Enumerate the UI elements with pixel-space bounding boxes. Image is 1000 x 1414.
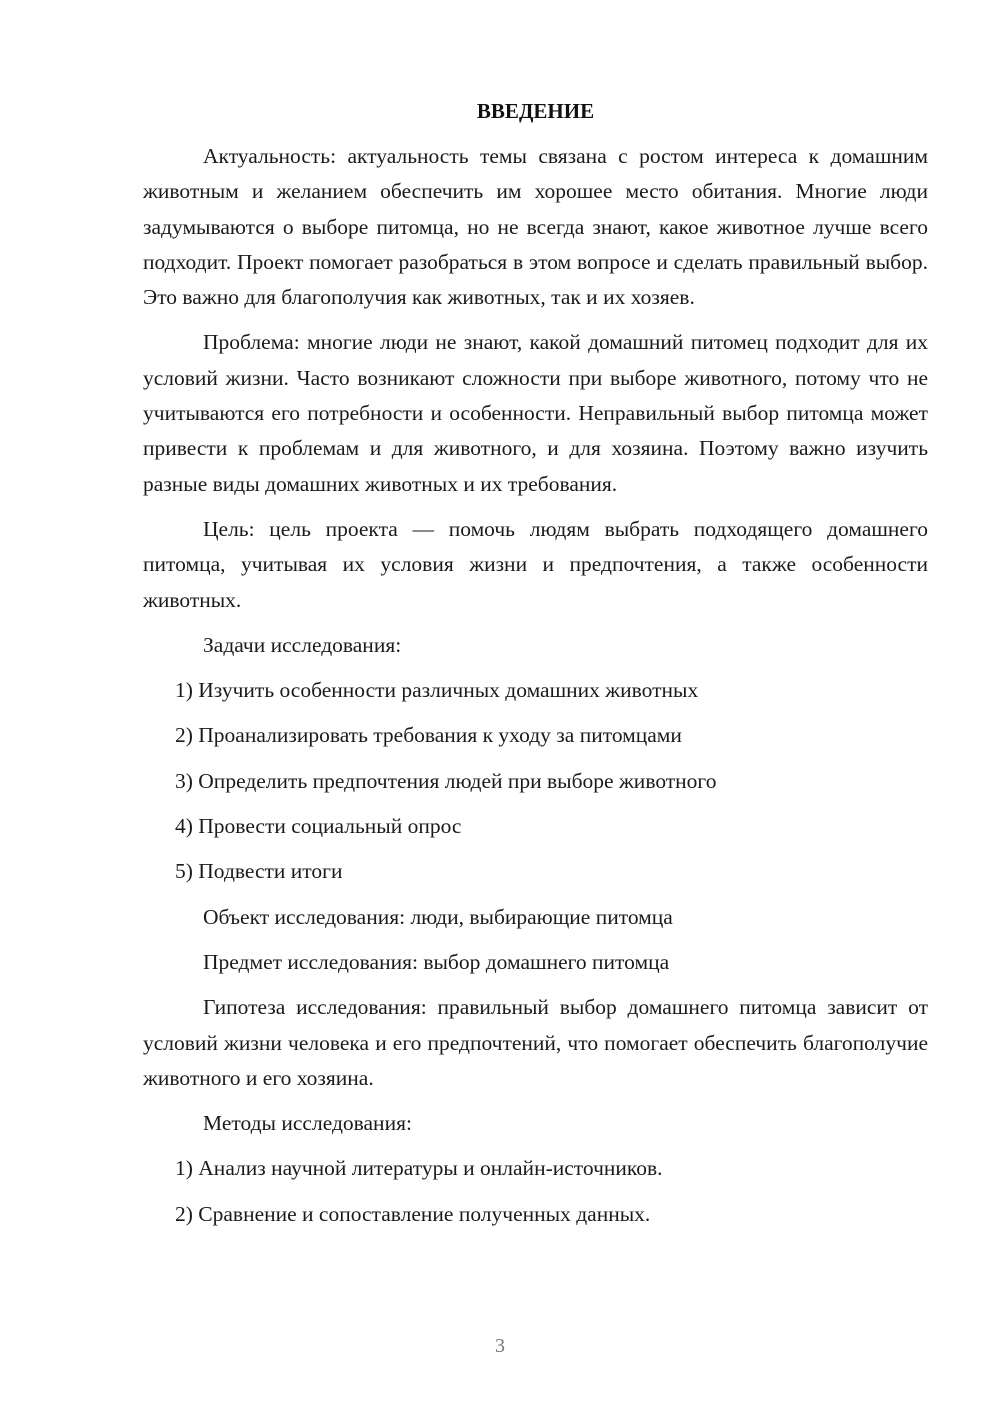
page-number: 3 [495, 1335, 505, 1357]
method-item-1: 1) Анализ научной литературы и онлайн-источников. [175, 1156, 663, 1181]
goal-paragraph: Цель: цель проекта — помочь людям выбрать подходящего домашнего питомца, учитывая их условия жизни и предпочтения, а также особенности животных. [143, 516, 928, 612]
document-page [143, 96, 928, 1242]
task-item-5: 5) Подвести итоги [175, 859, 343, 884]
task-item-1: 1) Изучить особенности различных домашних животных [175, 678, 699, 703]
method-item-2: 2) Сравнение и сопоставление полученных данных. [175, 1201, 651, 1226]
hypothesis-paragraph: Гипотеза исследования: правильный выбор домашнего питомца зависит от условий жизни человека и его предпочтений, что помогает обеспечить благополучие животного и его хозяина. [143, 995, 928, 1090]
research-subject: Предмет исследования: выбор домашнего питомца [203, 949, 670, 974]
relevance-paragraph: Актуальность: актуальность темы связана с ростом интереса к домашним животным и желанием обеспечить им хорошее место обитания. Многие люди задумываются о выборе питомца, но не всегда знают, какое животное лучше всего подходит. Проект помогает разобраться в этом вопросе и сделать правильный выбор. Это важно для благополучия как животных, так и их хозяев. [143, 144, 928, 310]
task-item-3: 3) Определить предпочтения людей при выборе животного [175, 768, 717, 793]
problem-paragraph: Проблема: многие люди не знают, какой домашний питомец подходит для их условий жизни. Часто возникают сложности при выборе животного, потому что не учитываются его потребности и особенности. Неправильный выбор питомца может привести к проблемам и для животного, и для хозяина. Поэтому важно изучить разные виды домашних животных и их требования. [143, 330, 928, 496]
task-item-4: 4) Провести социальный опрос [175, 814, 462, 839]
task-item-2: 2) Проанализировать требования к уходу за питомцами [175, 723, 682, 748]
tasks-heading: Задачи исследования: [203, 632, 402, 657]
section-title: ВВЕДЕНИЕ [476, 99, 595, 123]
methods-heading: Методы исследования: [203, 1111, 412, 1136]
research-object: Объект исследования: люди, выбирающие питомца [203, 904, 673, 929]
